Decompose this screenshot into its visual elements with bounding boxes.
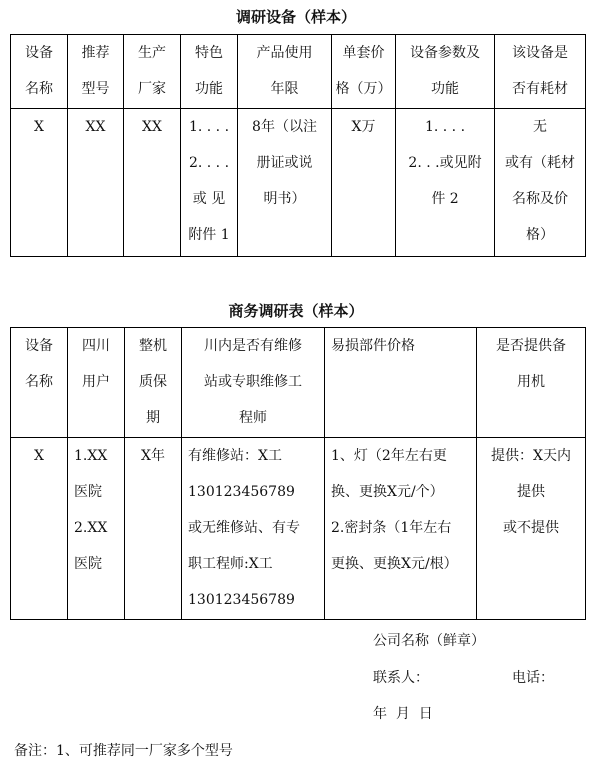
cell-repair-station: 有维修站：X工 130123456789 或无维修站、有专 职工程师:X工 130123456789 [182, 438, 325, 620]
table1-title: 调研设备（样本） [235, 8, 356, 26]
header-warranty: 整机 质保 期 [125, 328, 182, 438]
header-device-name: 设备 名称 [11, 328, 68, 438]
header-repair-station: 川内是否有维修 站或专职维修工 程师 [182, 328, 325, 438]
table2-header-row [11, 328, 586, 438]
header-parameters: 设备参数及 功能 [396, 35, 495, 109]
header-unit-price: 单套价 格（万） [332, 35, 396, 109]
cell-sichuan-users: 1.XX 医院 2.XX 医院 [68, 438, 125, 620]
header-spare-parts-price: 易损部件价格 [325, 328, 477, 438]
header-features: 特色 功能 [181, 35, 238, 109]
header-sichuan-users: 四川 用户 [68, 328, 125, 438]
table1-header-row [11, 35, 586, 109]
cell-consumables: 无 或有（耗材 名称及价 格） [495, 109, 586, 257]
cell-device-name: X [11, 438, 68, 620]
cell-warranty: X年 [125, 438, 182, 620]
date-line: 年 月 日 [373, 706, 433, 722]
cell-backup-machine: 提供：X天内 提供 或不提供 [477, 438, 586, 620]
contact-person-label: 联系人： [373, 670, 429, 686]
table2-title: 商务调研表（样本） [228, 302, 364, 320]
remark-note: 备注：1、可推荐同一厂家多个型号 [14, 743, 233, 759]
cell-manufacturer: XX [124, 109, 181, 257]
cell-spare-parts-price: 1、灯（2年左右更 换、更换X元/个） 2.密封条（1年左右 更换、更换X元/根） [325, 438, 477, 620]
cell-service-life: 8年（以注 册证或说 明书） [238, 109, 332, 257]
header-device-name: 设备 名称 [11, 35, 68, 109]
cell-recommended-model: XX [68, 109, 124, 257]
business-survey-table [10, 327, 586, 620]
cell-unit-price: X万 [332, 109, 396, 257]
header-consumables: 该设备是 否有耗材 [495, 35, 586, 109]
company-name-seal: 公司名称（鲜章） [373, 633, 485, 649]
header-service-life: 产品使用 年限 [238, 35, 332, 109]
table1-data-row [11, 109, 586, 257]
phone-label: 电话： [512, 670, 554, 686]
table2-data-row [11, 438, 586, 620]
equipment-survey-table [10, 34, 586, 257]
cell-device-name: X [11, 109, 68, 257]
cell-features: 1. . . . 2. . . . 或 见 附件 1 [181, 109, 238, 257]
header-recommended-model: 推荐 型号 [68, 35, 124, 109]
header-manufacturer: 生产 厂家 [124, 35, 181, 109]
cell-parameters: 1. . . . 2. . .或见附 件 2 [396, 109, 495, 257]
header-backup-machine: 是否提供备 用机 [477, 328, 586, 438]
